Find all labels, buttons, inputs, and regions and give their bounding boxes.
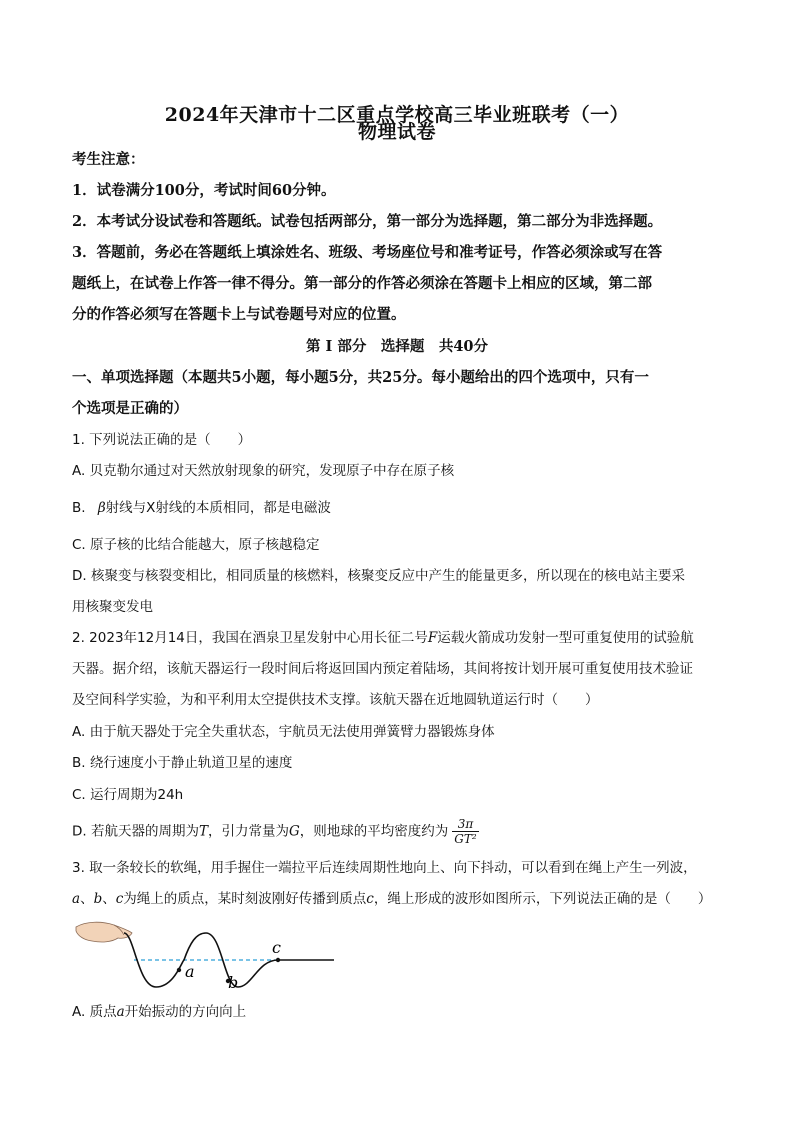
notice-item-1: 1．试卷满分100分，考试时间60分钟。 <box>72 182 336 199</box>
q1-option-d-cont: 用核聚变发电 <box>72 599 153 615</box>
period-symbol: T <box>198 823 208 840</box>
notice-item-3: 3．答题前，务必在答题纸上填涂姓名、班级、考场座位号和准考证号，作答必须涂或写在答 <box>72 244 663 261</box>
q2-option-c: C. 运行周期为24h <box>72 787 184 803</box>
section-instructions-cont: 个选项是正确的） <box>72 400 188 417</box>
q3-stem-line2 <box>72 889 732 909</box>
q2-option-d <box>72 817 732 846</box>
density-fraction <box>452 817 478 846</box>
q1-stem: 1. 下列说法正确的是（ ） <box>72 432 252 448</box>
q3-option-a <box>72 1002 732 1022</box>
q2-stem-line3: 及空间科学实验，为和平利用太空提供技术支撑。该航天器在近地圆轨道运行时（ ） <box>72 692 599 708</box>
figure-label-a: a <box>185 962 195 981</box>
fraction-numerator: 3π <box>452 817 478 832</box>
q2-option-b: B. 绕行速度小于静止轨道卫星的速度 <box>72 755 293 771</box>
q3-stem-part2: ，绳上形成的波形如图所示，下列说法正确的是（ ） <box>373 891 712 907</box>
q2-option-d-part2: ，引力常量为 <box>208 823 289 840</box>
q3-option-a-part2: 开始振动的方向向上 <box>124 1004 247 1020</box>
notice-heading: 考生注意： <box>72 151 145 168</box>
notice-item-3-cont: 题纸上，在试卷上作答一律不得分。第一部分的作答必须涂在答题卡上相应的区域，第二部 <box>72 275 652 292</box>
point-a-label: a <box>72 891 81 907</box>
point-b-label: b <box>93 891 103 907</box>
fraction-denominator: GT² <box>454 832 477 846</box>
q3-option-a-part1: A. 质点 <box>72 1004 117 1020</box>
q2-option-a: A. 由于航天器处于完全失重状态，宇航员无法使用弹簧臂力器锻炼身体 <box>72 724 495 740</box>
rocket-model-letter: F <box>427 630 438 646</box>
q1-option-b <box>72 498 732 518</box>
notice-item-2: 2．本考试分设试卷和答题纸。试卷包括两部分，第一部分为选择题，第二部分为非选择题。 <box>72 213 663 230</box>
q2-option-d-part1: D. 若航天器的周期为 <box>72 823 199 840</box>
point-c-label: c <box>366 891 374 907</box>
separator: 、 <box>80 891 94 907</box>
point-c-dot <box>276 958 280 962</box>
part1-heading: 第 I 部分 选择题 共40分 <box>305 338 489 355</box>
q1-option-b-text: 射线与X射线的本质相同，都是电磁波 <box>105 500 331 516</box>
q2-stem-line1 <box>72 628 732 648</box>
exam-title: 2024年天津市十二区重点学校高三毕业班联考（一） <box>164 104 630 126</box>
figure-label-c: c <box>272 938 281 957</box>
point-a-dot <box>177 968 181 972</box>
beta-symbol: β <box>97 500 106 516</box>
q3-stem-line1: 3. 取一条较长的软绳，用手握住一端拉平后连续周期性地向上、向下抖动，可以看到在绳上产生一列波， <box>72 860 697 876</box>
wave-figure <box>72 915 342 995</box>
q3-stem-part1: 为绳上的质点，某时刻波刚好传播到质点 <box>123 891 367 907</box>
point-a-label: a <box>116 1004 125 1020</box>
point-c-label: c <box>115 891 124 907</box>
hand-icon <box>76 922 132 942</box>
q2-option-d-part3: ，则地球的平均密度约为 <box>299 823 449 840</box>
section-instructions: 一、单项选择题（本题共5小题，每小题5分，共25分。每小题给出的四个选项中，只有一 <box>72 369 649 386</box>
q2-stem-part1: 2. 2023年12月14日，我国在酒泉卫星发射中心用长征二号 <box>72 630 428 646</box>
q1-option-a: A. 贝克勒尔通过对天然放射现象的研究，发现原子中存在原子核 <box>72 463 455 479</box>
separator: 、 <box>102 891 116 907</box>
exam-subject: 物理试卷 <box>357 121 436 143</box>
q2-stem-line2: 天器。据介绍，该航天器运行一段时间后将返回国内预定着陆场，其间将按计划开展可重复使用技术验证 <box>72 661 693 677</box>
q1-option-c: C. 原子核的比结合能越大，原子核越稳定 <box>72 537 320 553</box>
figure-label-b: b <box>228 973 239 992</box>
notice-item-3-cont2: 分的作答必须写在答题卡上与试卷题号对应的位置。 <box>72 306 406 323</box>
gravity-constant-symbol: G <box>289 823 300 840</box>
q1-option-b-prefix: B. <box>72 500 86 516</box>
q2-stem-part2: 运载火箭成功发射一型可重复使用的试验航 <box>437 630 694 646</box>
q1-option-d: D. 核聚变与核裂变相比，相同质量的核燃料，核聚变反应中产生的能量更多，所以现在的核电站主要采 <box>72 568 685 584</box>
